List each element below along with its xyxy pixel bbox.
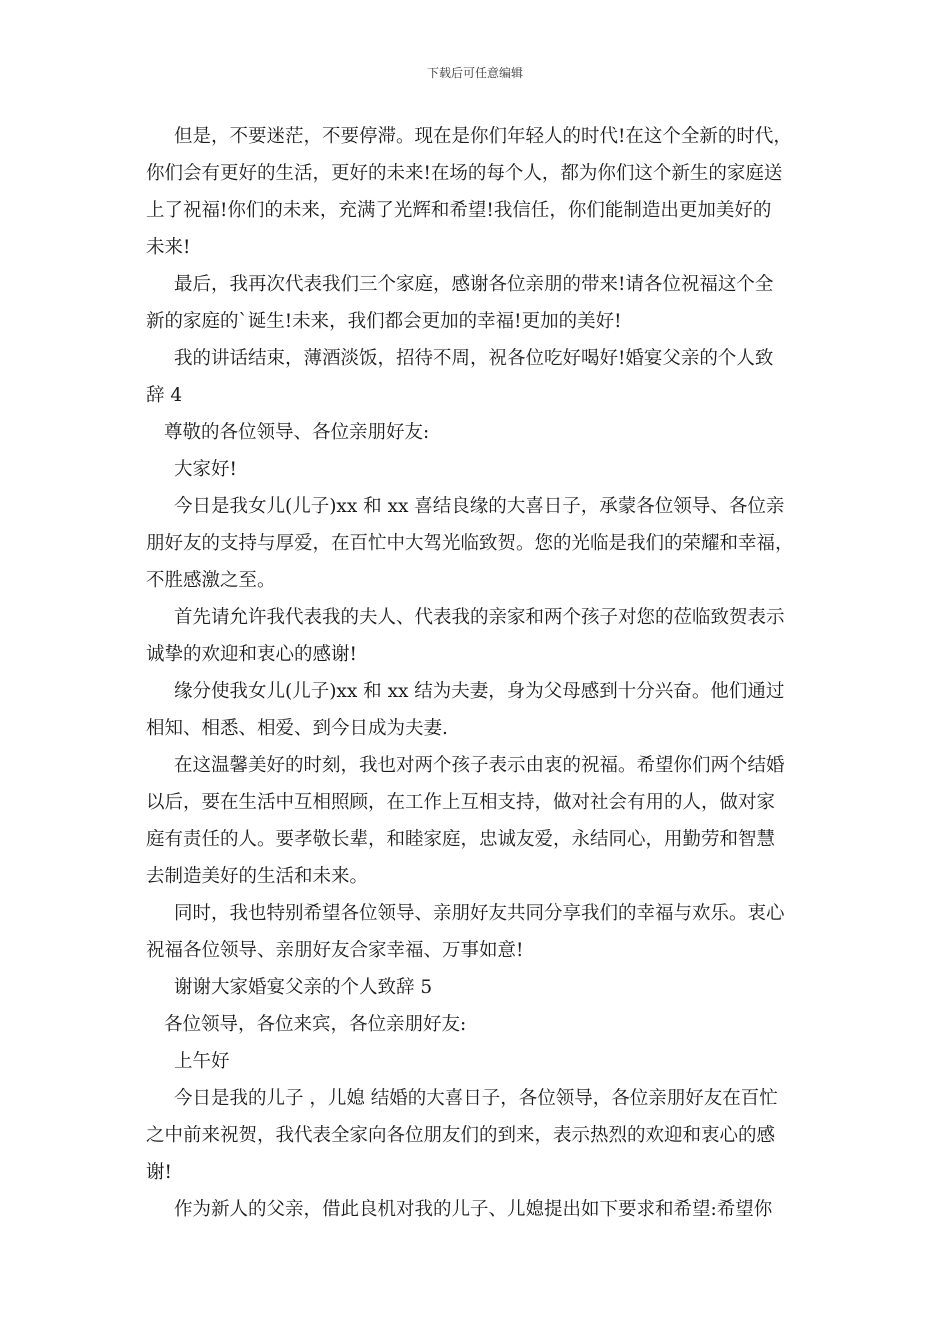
text-line: 各位领导，各位来宾，各位亲朋好友: — [164, 1014, 467, 1035]
text-line: 首先请允许我代表我的夫人、代表我的亲家和两个孩子对您的莅临致贺表示 — [174, 607, 785, 628]
text-line: 作为新人的父亲，借此良机对我的儿子、儿媳提出如下要求和希望:希望你 — [174, 1199, 773, 1220]
text-line: 大家好! — [174, 459, 237, 480]
text-line: 以后，要在生活中互相照顾，在工作上互相支持，做对社会有用的人，做对家 — [146, 792, 776, 813]
text-line: 未来! — [146, 237, 191, 258]
text-line: 谢! — [146, 1162, 172, 1183]
text-line: 但是，不要迷茫，不要停滞。现在是你们年轻人的时代!在这个全新的时代， — [174, 126, 792, 147]
text-line: 在这温馨美好的时刻，我也对两个孩子表示由衷的祝福。希望你们两个结婚 — [174, 755, 785, 776]
text-line: 缘分使我女儿(儿子)xx 和 xx 结为夫妻，身为父母感到十分兴奋。他们通过 — [174, 681, 785, 702]
text-line: 诚挚的欢迎和衷心的感谢! — [146, 644, 357, 665]
text-line: 辞 4 — [146, 385, 183, 406]
text-line: 上了祝福!你们的未来，充满了光辉和希望!我信任，你们能制造出更加美好的 — [146, 200, 772, 221]
text-line: 相知、相悉、相爱、到今日成为夫妻. — [146, 718, 448, 739]
text-line: 尊敬的各位领导、各位亲朋好友: — [164, 422, 430, 443]
text-line: 祝福各位领导、亲朋好友合家幸福、万事如意! — [146, 940, 524, 961]
text-line: 新的家庭的`诞生!未来，我们都会更加的幸福!更加的美好! — [146, 311, 622, 332]
document-body — [146, 118, 806, 1228]
text-line: 同时，我也特别希望各位领导、亲朋好友共同分享我们的幸福与欢乐。衷心 — [174, 903, 785, 924]
text-line: 之中前来祝贺，我代表全家向各位朋友们的到来，表示热烈的欢迎和衷心的感 — [146, 1125, 776, 1146]
text-line: 不胜感激之至。 — [146, 570, 276, 591]
text-line: 上午好 — [174, 1051, 230, 1072]
text-line: 朋好友的支持与厚爱，在百忙中大驾光临致贺。您的光临是我们的荣耀和幸福， — [146, 533, 794, 554]
text-line: 你们会有更好的生活，更好的未来!在场的每个人，都为你们这个新生的家庭送 — [146, 163, 783, 184]
text-line: 今日是我的儿子 ，儿媳 结婚的大喜日子，各位领导，各位亲朋好友在百忙 — [174, 1088, 778, 1109]
text-line: 最后，我再次代表我们三个家庭，感谢各位亲朋的带来!请各位祝福这个全 — [174, 274, 774, 295]
text-line: 我的讲话结束，薄酒淡饭，招待不周，祝各位吃好喝好!婚宴父亲的个人致 — [174, 348, 774, 369]
text-line: 去制造美好的生活和未来。 — [146, 866, 369, 887]
page-header: 下载后可任意编辑 — [426, 66, 523, 80]
text-line: 今日是我女儿(儿子)xx 和 xx 喜结良缘的大喜日子，承蒙各位领导、各位亲 — [174, 496, 785, 517]
text-line: 谢谢大家婚宴父亲的个人致辞 5 — [174, 977, 433, 998]
text-line: 庭有责任的人。要孝敬长辈，和睦家庭，忠诚友爱，永结同心，用勤劳和智慧 — [146, 829, 776, 850]
